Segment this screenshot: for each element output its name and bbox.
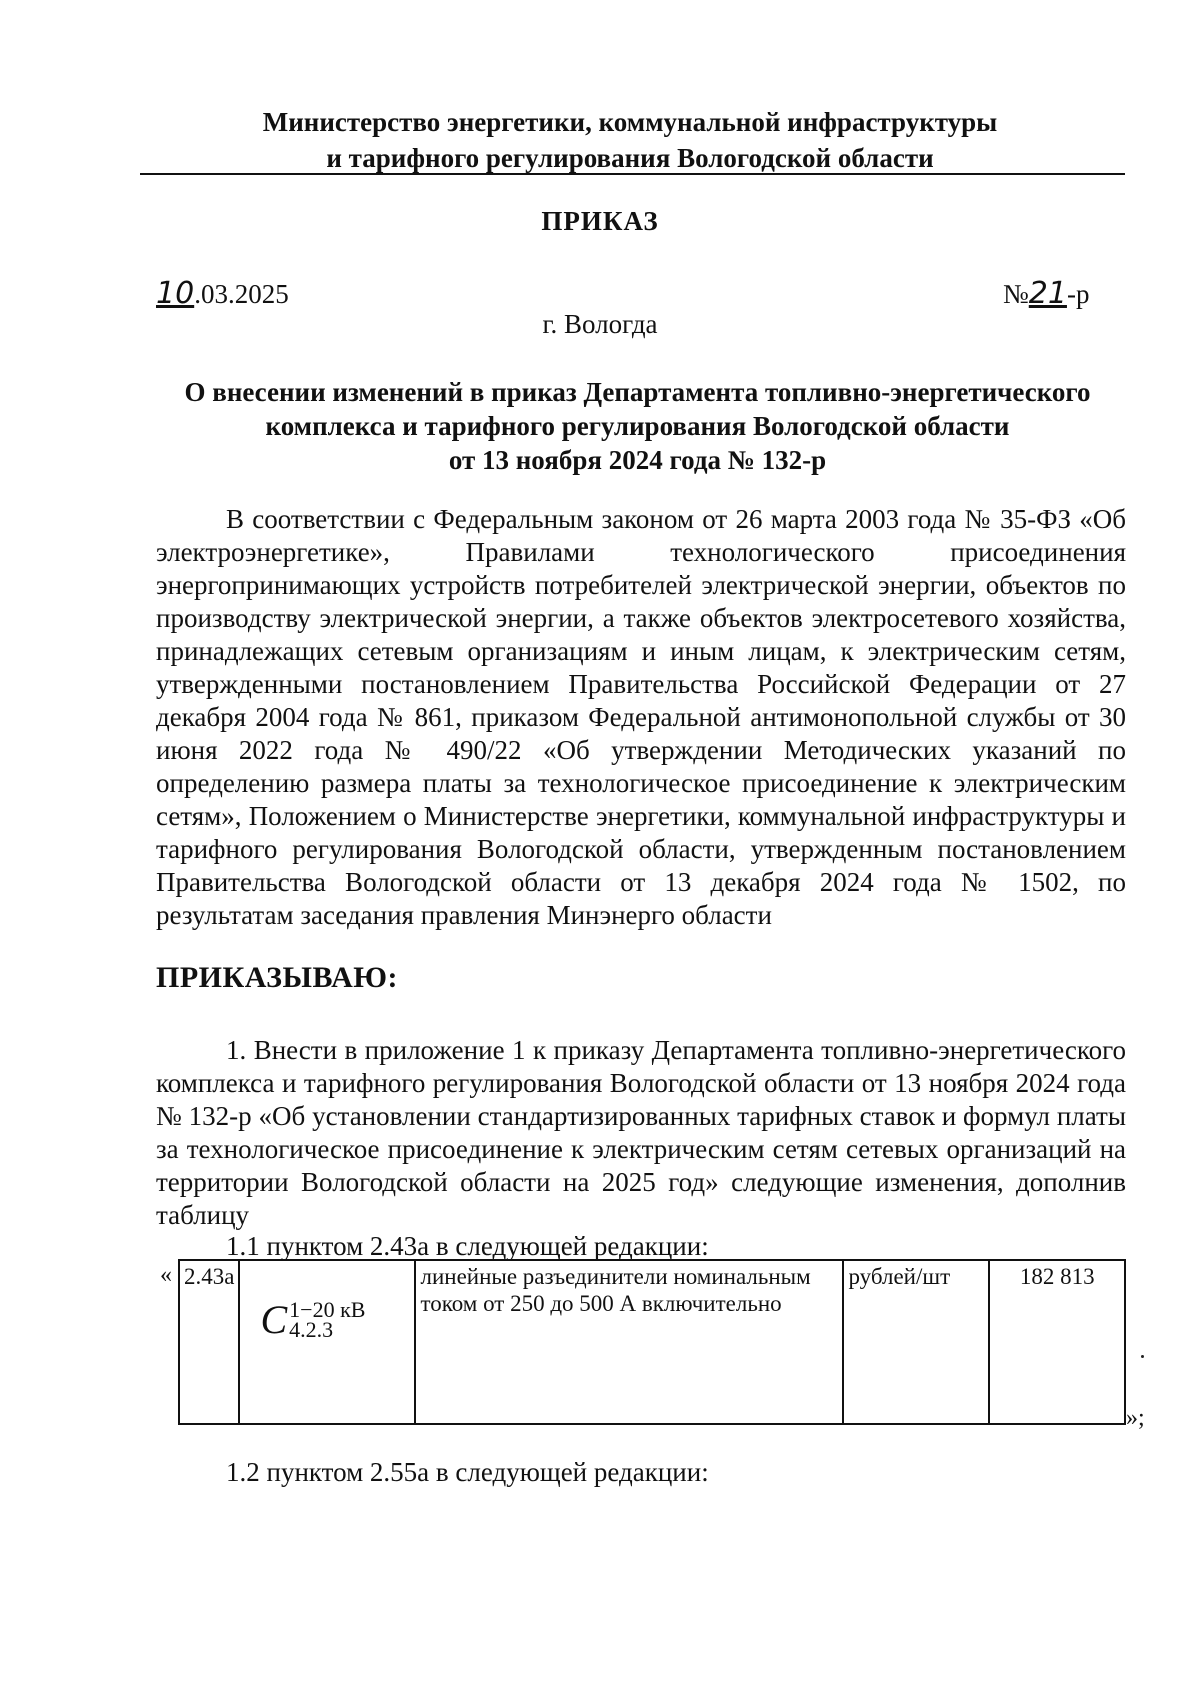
ministry-line-2: и тарифного регулирования Вологодской области [326, 143, 934, 173]
table-quote-open: « [160, 1262, 172, 1288]
formula-subscript: 4.2.3 [289, 1317, 334, 1342]
formula-symbol: C [260, 1297, 288, 1342]
subject-line-1: О внесении изменений в приказ Департамента топливно-энергетического [184, 377, 1091, 407]
order-number [1003, 276, 1089, 311]
table-cell-formula [239, 1260, 415, 1424]
table-cell-description: линейные разъединители номинальным током от 250 до 500 А включительно [415, 1260, 843, 1424]
table-quote-close: »; [1126, 1405, 1145, 1431]
preamble-paragraph: В соответствии с Федеральным законом от 26 марта 2003 года № 35-ФЗ «Об электроэнергетике», Правилами технологического присоединения энергопринимающих устройств потребителей электрической энергии, объектов по производству электрической энергии, а также объектов электросетевого хозяйства, принадлежащих сетевым организациям и иным лицам, к электрическим сетям, утвержденными постановлением Правительства Российской Федерации от 27 декабря 2004 года № 861, приказом Федеральной антимонопольной службы от 30 июня 2022 года № 490/22 «Об утверждении Методических указаний по определению размера платы за технологическое присоединение к электрическим сетям», Положением о Министерстве энергетики, коммунальной инфраструктуры и тарифного регулирования Вологодской области, утвержденным постановлением Правительства Вологодской области от 13 декабря 2024 года № 1502, по результатам заседания правления Минэнерго области [156, 504, 1126, 930]
scan-dot [1141, 1355, 1144, 1358]
orders-word: ПРИКАЗЫВАЮ: [156, 961, 399, 994]
table-cell-number: 2.43а [179, 1260, 239, 1424]
subject-line-2: комплекса и тарифного регулирования Вологодской области [265, 411, 1010, 441]
tariff-table [178, 1259, 1126, 1425]
order-number-prefix: № [1003, 279, 1029, 309]
table-cell-unit: рублей/шт [843, 1260, 989, 1424]
table-row [179, 1260, 1125, 1424]
order-number-suffix: -р [1066, 279, 1090, 309]
order-title: ПРИКАЗ [541, 206, 659, 236]
order-date-day: 10 [156, 276, 195, 311]
item-1-2: 1.2 пунктом 2.55а в следующей редакции: [226, 1457, 709, 1487]
formula-superscript: 1−20 кВ [289, 1297, 366, 1322]
header-rule [140, 173, 1125, 175]
table-cell-value: 182 813 [989, 1260, 1125, 1424]
subject-line-3: от 13 ноября 2024 года № 132-р [448, 445, 827, 475]
item-1-paragraph: 1. Внести в приложение 1 к приказу Департамента топливно-энергетического комплекса и тарифного регулирования Вологодской области от 13 ноября 2024 года № 132-р «Об установлении стандартизированных тарифных ставок и формул платы за технологическое присоединение к электрическим сетям сетевых организаций на территории Вологодской области на 2025 год» следующие изменения, дополнив таблицу [156, 1035, 1126, 1230]
order-date [156, 276, 289, 311]
tariff-formula [260, 1299, 365, 1341]
item-1-1: 1.1 пунктом 2.43а в следующей редакции: [226, 1231, 709, 1261]
ministry-header [140, 104, 1120, 176]
order-city: г. Вологда [542, 309, 658, 339]
order-subject [145, 375, 1130, 477]
order-date-rest: .03.2025 [194, 279, 289, 309]
ministry-line-1: Министерство энергетики, коммунальной инфраструктуры [262, 107, 998, 137]
order-number-value: 21 [1028, 276, 1067, 311]
